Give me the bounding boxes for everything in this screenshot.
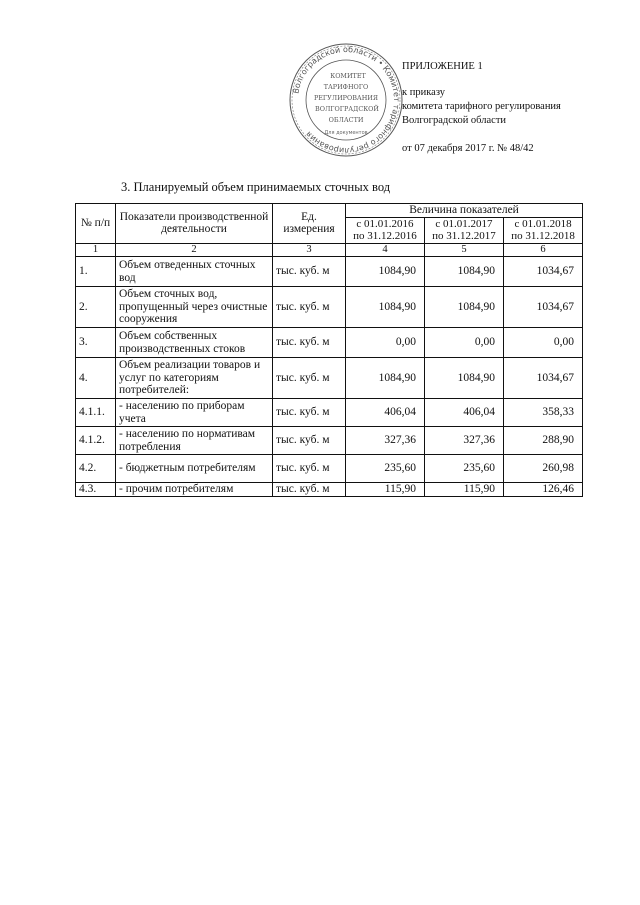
order-ref-line: к приказу [402, 87, 445, 98]
table-row [76, 427, 583, 455]
column-number: 2 [116, 243, 273, 257]
row-value-2017: 1084,90 [425, 287, 504, 328]
row-value-2016: 406,04 [346, 399, 425, 427]
column-numbering-row [76, 243, 583, 257]
row-value-2018: 288,90 [504, 427, 583, 455]
section-title: 3. Планируемый объем принимаемых сточных вод [121, 180, 391, 194]
row-value-2018: 260,98 [504, 455, 583, 483]
row-indicator: Объем сточных вод, пропущенный через очистные сооружения [116, 287, 273, 328]
seal-center-line: ТАРИФНОГО [323, 83, 369, 91]
col-header-values: Величина показателей [346, 204, 583, 218]
row-unit: тыс. куб. м [273, 287, 346, 328]
row-indicator: - населению по нормативам потребления [116, 427, 273, 455]
row-number: 1. [76, 257, 116, 287]
table-header-row [76, 204, 583, 218]
row-value-2016: 1084,90 [346, 287, 425, 328]
row-value-2018: 1034,67 [504, 287, 583, 328]
row-unit: тыс. куб. м [273, 399, 346, 427]
seal-bottom-text: Для документов [324, 130, 368, 136]
row-value-2017: 406,04 [425, 399, 504, 427]
wastewater-volume-table [75, 203, 583, 497]
row-indicator: - населению по приборам учета [116, 399, 273, 427]
row-number: 4.1.1. [76, 399, 116, 427]
table-row [76, 399, 583, 427]
row-indicator: Объем реализации товаров и услуг по категориям потребителей: [116, 358, 273, 399]
row-value-2017: 1084,90 [425, 358, 504, 399]
table-row [76, 483, 583, 497]
table-row [76, 328, 583, 358]
table-row [76, 455, 583, 483]
row-value-2018: 0,00 [504, 328, 583, 358]
column-number: 3 [273, 243, 346, 257]
region-name: Волгоградской области [402, 115, 507, 126]
committee-name: комитета тарифного регулирования [402, 101, 561, 112]
table-row [76, 358, 583, 399]
row-value-2018: 1034,67 [504, 257, 583, 287]
row-value-2018: 1034,67 [504, 358, 583, 399]
row-number: 4.3. [76, 483, 116, 497]
column-number: 6 [504, 243, 583, 257]
row-number: 4.1.2. [76, 427, 116, 455]
seal-center-line: КОМИТЕТ [330, 72, 366, 80]
row-value-2016: 0,00 [346, 328, 425, 358]
row-value-2016: 235,60 [346, 455, 425, 483]
row-number: 4. [76, 358, 116, 399]
row-value-2016: 115,90 [346, 483, 425, 497]
row-indicator: - прочим потребителям [116, 483, 273, 497]
table-row [76, 287, 583, 328]
seal-center-line: ВОЛГОГРАДСКОЙ [315, 105, 379, 113]
row-number: 4.2. [76, 455, 116, 483]
row-number: 2. [76, 287, 116, 328]
seal-center-line: РЕГУЛИРОВАНИЯ [313, 94, 379, 102]
row-number: 3. [76, 328, 116, 358]
row-value-2018: 358,33 [504, 399, 583, 427]
row-unit: тыс. куб. м [273, 358, 346, 399]
column-number: 4 [346, 243, 425, 257]
row-value-2017: 115,90 [425, 483, 504, 497]
row-unit: тыс. куб. м [273, 455, 346, 483]
order-date: от 07 декабря 2017 г. № 48/42 [402, 143, 534, 154]
row-value-2016: 327,36 [346, 427, 425, 455]
col-header-no: № п/п [76, 204, 116, 244]
row-value-2017: 327,36 [425, 427, 504, 455]
row-value-2017: 1084,90 [425, 257, 504, 287]
row-unit: тыс. куб. м [273, 328, 346, 358]
row-value-2017: 235,60 [425, 455, 504, 483]
col-header-indicator: Показатели производственной деятельности [116, 204, 273, 244]
row-indicator: - бюджетным потребителям [116, 455, 273, 483]
column-number: 1 [76, 243, 116, 257]
seal-center-line: ОБЛАСТИ [328, 116, 364, 124]
seal-ring-text: Волгоградской области • Комитет тарифного регулирования [291, 44, 402, 156]
row-value-2016: 1084,90 [346, 257, 425, 287]
row-unit: тыс. куб. м [273, 483, 346, 497]
table-row [76, 257, 583, 287]
row-value-2017: 0,00 [425, 328, 504, 358]
official-seal-stamp [286, 40, 406, 160]
row-indicator: Объем собственных производственных стоков [116, 328, 273, 358]
period-header: с 01.01.2016 по 31.12.2016 [346, 217, 425, 243]
period-header: с 01.01.2017 по 31.12.2017 [425, 217, 504, 243]
row-unit: тыс. куб. м [273, 427, 346, 455]
row-indicator: Объем отведенных сточных вод [116, 257, 273, 287]
period-header: с 01.01.2018 по 31.12.2018 [504, 217, 583, 243]
appendix-label: ПРИЛОЖЕНИЕ 1 [402, 61, 483, 72]
row-value-2018: 126,46 [504, 483, 583, 497]
row-value-2016: 1084,90 [346, 358, 425, 399]
column-number: 5 [425, 243, 504, 257]
document-header [402, 60, 561, 156]
row-unit: тыс. куб. м [273, 257, 346, 287]
col-header-unit: Ед. измерения [273, 204, 346, 244]
